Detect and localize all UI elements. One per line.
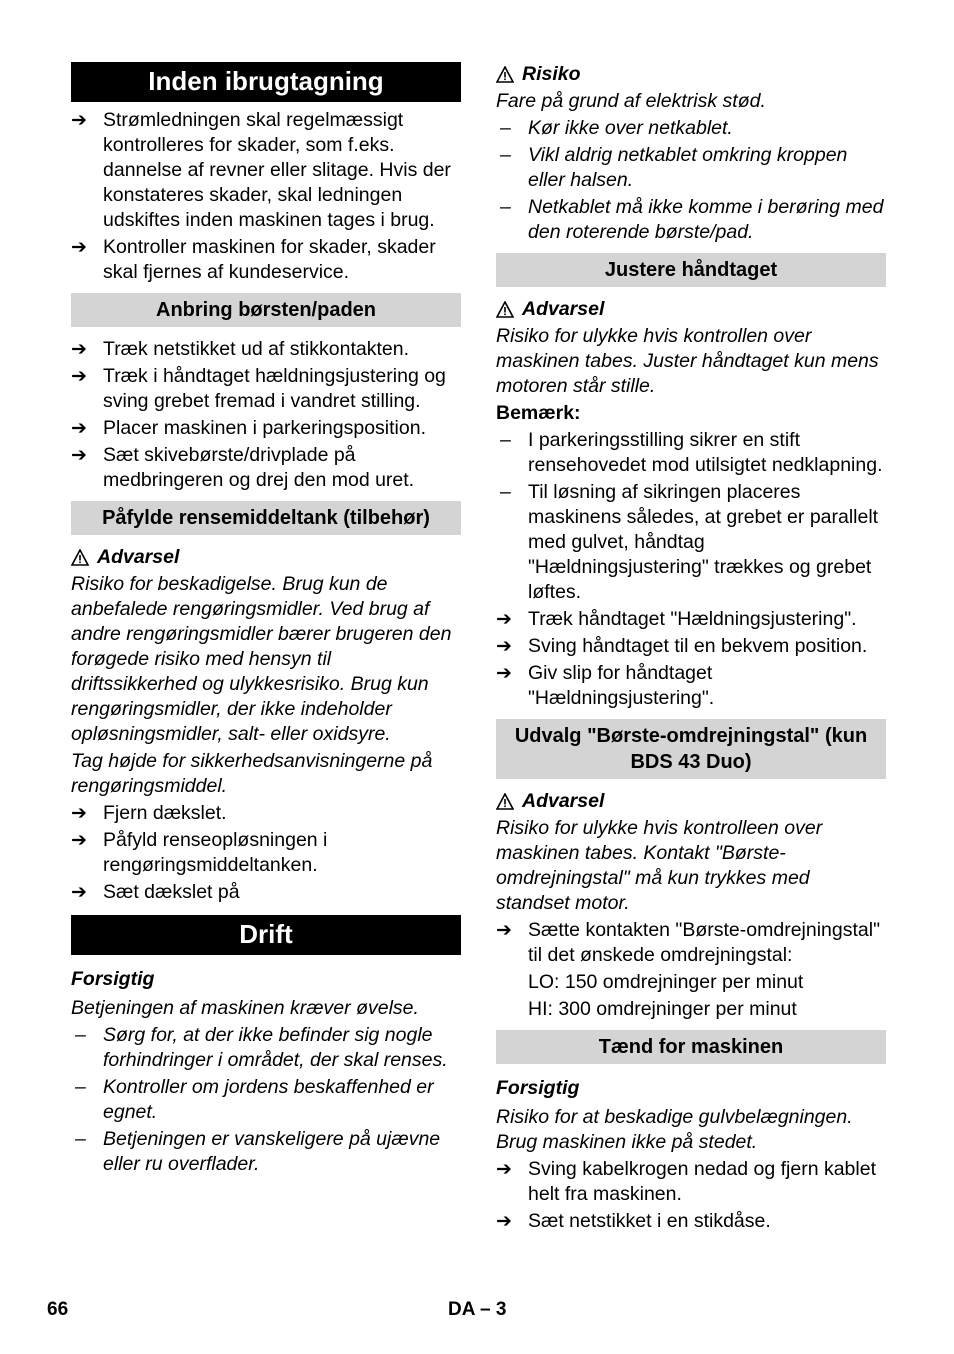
- warning-label: Risiko: [496, 62, 886, 87]
- heading-drift: Drift: [71, 915, 461, 955]
- arrow-right-icon: ➔: [71, 418, 87, 439]
- heading-taend-for-maskinen: Tænd for maskinen: [496, 1030, 886, 1064]
- left-column: [71, 62, 461, 1179]
- arrow-right-icon: ➔: [496, 609, 512, 630]
- caution-text: Risiko for at beskadige gulvbelægningen. Brug maskinen ikke på stedet.: [496, 1106, 853, 1153]
- list-item: ➔ Sæt skivebørste/drivplade på medbringeren og drej den mod uret.: [71, 444, 415, 491]
- arrow-right-icon: ➔: [71, 830, 87, 851]
- dash-marker: –: [75, 1024, 86, 1046]
- heading-pafylde-rensemiddeltank: Påfylde rensemiddeltank (tilbehør): [71, 501, 461, 535]
- list-item: – Sørg for, at der ikke befinder sig nogle forhindringer i området, der skal renses.: [71, 1023, 461, 1073]
- list-item: ➔ Fjern dækslet.: [71, 802, 227, 824]
- warning-text: Risiko for ulykke hvis kontrolleen over maskinen tabes. Kontakt "Børste-omdrejningstal" må kun trykkes med standset motor.: [496, 817, 823, 914]
- dash-marker: –: [500, 117, 511, 139]
- list-item: ➔ Sving kabelkrogen nedad og fjern kablet helt fra maskinen.: [496, 1158, 876, 1205]
- list-item: – Kør ikke over netkablet.: [496, 116, 886, 141]
- section-label: DA – 3: [448, 1299, 507, 1320]
- list-item: ➔ Placer maskinen i parkeringsposition.: [71, 417, 426, 439]
- arrow-right-icon: ➔: [71, 882, 87, 903]
- heading-udvalg-borste-omdrejningstal: Udvalg "Børste-omdrejningstal" (kun BDS 43 Duo): [496, 719, 886, 779]
- list-item: – Betjeningen er vanskeligere på ujævne eller ru overflader.: [71, 1127, 461, 1177]
- list-item: ➔ Sætte kontakten "Børste-omdrejningstal" til det ønskede omdrejningstal:: [496, 919, 880, 966]
- heading-inden-ibrugtagning: Inden ibrugtagning: [71, 62, 461, 102]
- speed-setting-lo: LO: 150 omdrejninger per minut: [528, 971, 804, 993]
- warning-triangle-icon: [496, 66, 514, 83]
- warning-text: Fare på grund af elektrisk stød.: [496, 90, 766, 112]
- arrow-right-icon: ➔: [71, 110, 87, 131]
- arrow-right-icon: ➔: [496, 663, 512, 684]
- list-item: – I parkeringsstilling sikrer en stift rensehovedet mod utilsigtet nedklapning.: [496, 428, 886, 478]
- caution-label: Forsigtig: [496, 1077, 580, 1099]
- list-item: ➔ Sving håndtaget til en bekvem position.: [496, 635, 868, 657]
- heading-justere-handtaget: Justere håndtaget: [496, 253, 886, 287]
- warning-triangle-icon: [71, 549, 89, 566]
- dash-marker: –: [75, 1128, 86, 1150]
- list-item: ➔ Sæt netstikket i en stikdåse.: [496, 1210, 771, 1232]
- note-label: Bemærk:: [496, 402, 581, 424]
- caution-label: Forsigtig: [71, 968, 155, 990]
- arrow-right-icon: ➔: [71, 803, 87, 824]
- arrow-right-icon: ➔: [71, 237, 87, 258]
- warning-label: Advarsel: [496, 789, 886, 814]
- list-item: ➔ Kontroller maskinen for skader, skader skal fjernes af kundeservice.: [71, 236, 436, 283]
- list-item: – Kontroller om jordens beskaffenhed er egnet.: [71, 1075, 461, 1125]
- list-item: – Til løsning af sikringen placeres maskinens således, at grebet er parallelt med gulvet, håndtag "Hældningsjustering" trækkes og grebet løftes.: [496, 480, 886, 605]
- list-item: ➔ Strømledningen skal regelmæssigt kontrolleres for skader, som f.eks. dannelse af revner eller slitage. Hvis der konstateres skader, skal ledningen udskiftes inden maskinen tages i brug.: [71, 109, 451, 231]
- list-item: ➔ Træk netstikket ud af stikkontakten.: [71, 338, 409, 360]
- list-item: ➔ Træk håndtaget "Hældningsjustering".: [496, 608, 857, 630]
- speed-setting-hi: HI: 300 omdrejninger per minut: [528, 998, 797, 1020]
- heading-anbring-borsten: Anbring børsten/paden: [71, 293, 461, 327]
- list-item: ➔ Påfyld renseopløsningen i rengøringsmiddeltanken.: [71, 829, 328, 876]
- arrow-right-icon: ➔: [496, 1159, 512, 1180]
- list-item: ➔ Giv slip for håndtaget "Hældningsjustering".: [496, 662, 715, 709]
- arrow-right-icon: ➔: [71, 339, 87, 360]
- list-item: ➔ Sæt dækslet på: [71, 881, 240, 903]
- warning-text: Risiko for ulykke hvis kontrollen over maskinen tabes. Juster håndtaget kun mens motoren står stille.: [496, 325, 879, 397]
- list-item: ➔ Træk i håndtaget hældningsjustering og sving grebet fremad i vandret stilling.: [71, 365, 446, 412]
- warning-text: Risiko for beskadigelse. Brug kun de anbefalede rengøringsmidler. Ved brug af andre rengøringsmidler bærer brugeren den forøgede risiko med hensyn til driftssikkerhed og ulykkesrisiko. Brug kun rengøringsmidler, der ikke indeholder opløsningsmidler, salt- eller oxidsyre.: [71, 573, 452, 745]
- dash-marker: –: [500, 481, 511, 503]
- arrow-right-icon: ➔: [496, 920, 512, 941]
- warning-label: Advarsel: [496, 297, 886, 322]
- page-number: 66: [47, 1299, 69, 1320]
- list-item: – Netkablet må ikke komme i berøring med den roterende børste/pad.: [496, 195, 886, 245]
- arrow-right-icon: ➔: [496, 636, 512, 657]
- warning-triangle-icon: [496, 793, 514, 810]
- right-column: [496, 62, 886, 1236]
- caution-text: Betjeningen af maskinen kræver øvelse.: [71, 997, 419, 1019]
- warning-text: Tag højde for sikkerhedsanvisningerne på rengøringsmiddel.: [71, 750, 433, 797]
- arrow-right-icon: ➔: [71, 366, 87, 387]
- arrow-right-icon: ➔: [496, 1211, 512, 1232]
- warning-label: Advarsel: [71, 545, 461, 570]
- dash-marker: –: [500, 429, 511, 451]
- dash-marker: –: [500, 144, 511, 166]
- dash-marker: –: [75, 1076, 86, 1098]
- list-item: – Vikl aldrig netkablet omkring kroppen eller halsen.: [496, 143, 886, 193]
- warning-triangle-icon: [496, 301, 514, 318]
- dash-marker: –: [500, 196, 511, 218]
- arrow-right-icon: ➔: [71, 445, 87, 466]
